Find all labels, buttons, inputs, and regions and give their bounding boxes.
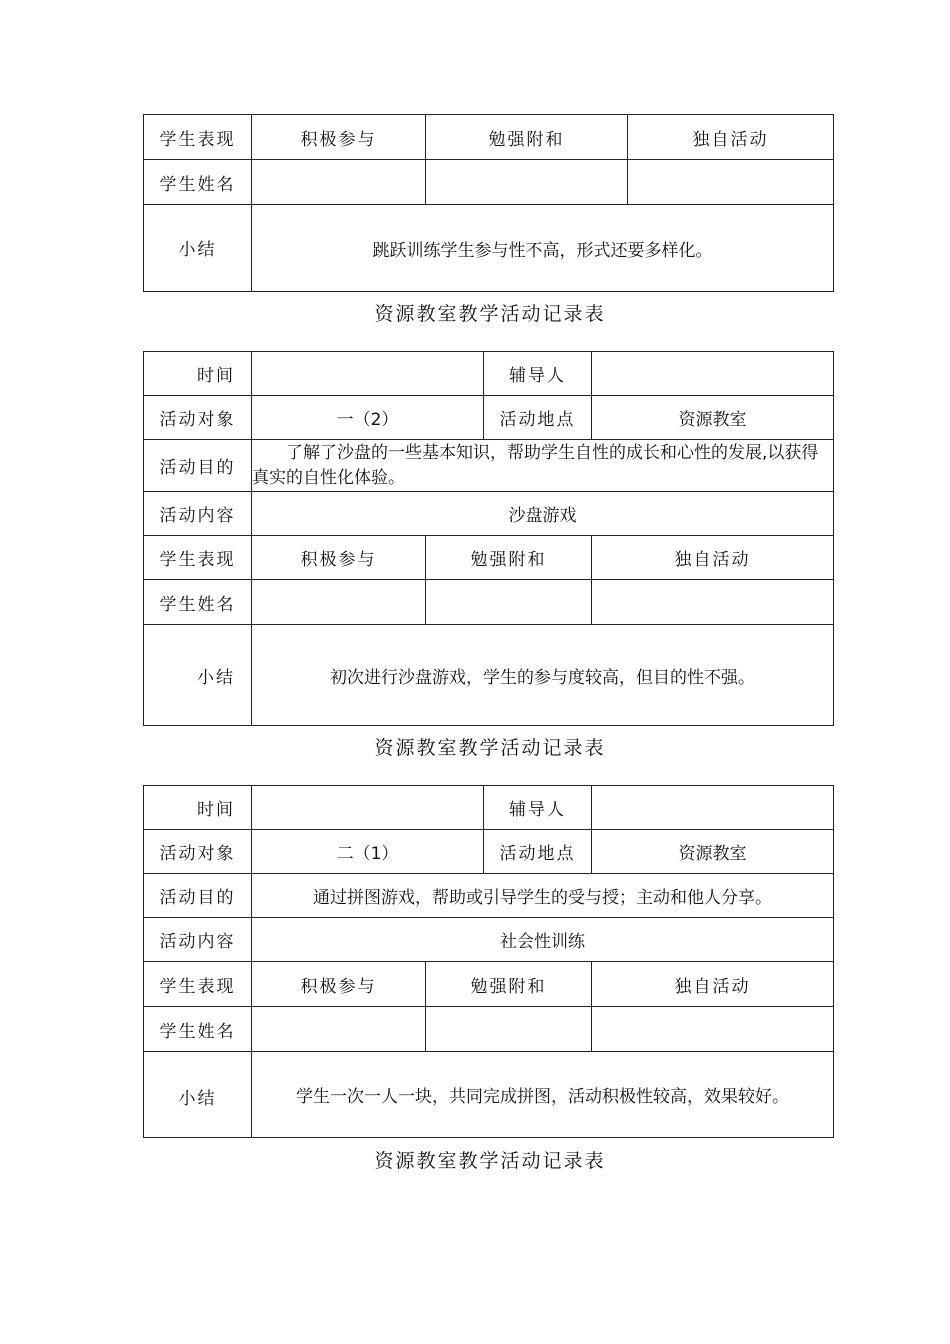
tutor-label: 辅导人 <box>484 352 592 396</box>
content-value: 社会性训练 <box>252 918 834 962</box>
target-label: 活动对象 <box>144 830 252 874</box>
names-label: 学生姓名 <box>144 160 252 205</box>
names-active-cell[interactable] <box>252 160 426 205</box>
perf-label: 学生表现 <box>144 962 252 1007</box>
summary-label: 小结 <box>144 205 252 292</box>
perf-option-alone: 独自活动 <box>628 115 834 160</box>
location-label: 活动地点 <box>484 396 592 440</box>
summary-text: 初次进行沙盘游戏，学生的参与度较高，但目的性不强。 <box>252 625 834 726</box>
perf-option-alone: 独自活动 <box>592 536 834 580</box>
summary-label: 小结 <box>144 625 252 726</box>
location-label: 活动地点 <box>484 830 592 874</box>
perf-label: 学生表现 <box>144 115 252 160</box>
names-alone-cell[interactable] <box>592 1007 834 1052</box>
summary-label: 小结 <box>144 1052 252 1138</box>
perf-option-reluctant: 勉强附和 <box>426 962 592 1007</box>
target-value: 一（2） <box>252 396 484 440</box>
location-value: 资源教室 <box>592 396 834 440</box>
perf-option-active: 积极参与 <box>252 962 426 1007</box>
time-value[interactable] <box>252 786 484 830</box>
content-value: 沙盘游戏 <box>252 492 834 536</box>
record-table-3 <box>143 785 834 1138</box>
tutor-value[interactable] <box>592 786 834 830</box>
purpose-label: 活动目的 <box>144 874 252 918</box>
perf-option-active: 积极参与 <box>252 115 426 160</box>
perf-option-alone: 独自活动 <box>592 962 834 1007</box>
location-value: 资源教室 <box>592 830 834 874</box>
names-reluctant-cell[interactable] <box>426 1007 592 1052</box>
perf-option-reluctant: 勉强附和 <box>426 536 592 580</box>
names-alone-cell[interactable] <box>592 580 834 625</box>
record-table-2 <box>143 351 834 726</box>
perf-label: 学生表现 <box>144 536 252 580</box>
purpose-label: 活动目的 <box>144 440 252 492</box>
names-reluctant-cell[interactable] <box>426 580 592 625</box>
record-table-1 <box>143 114 834 292</box>
time-label: 时间 <box>144 352 252 396</box>
names-reluctant-cell[interactable] <box>426 160 628 205</box>
names-label: 学生姓名 <box>144 580 252 625</box>
purpose-text: 了解了沙盘的一些基本知识，帮助学生自性的成长和心性的发展,以获得真实的自性化体验。 <box>252 440 834 492</box>
time-label: 时间 <box>144 786 252 830</box>
purpose-text: 通过拼图游戏，帮助或引导学生的受与授；主动和他人分享。 <box>252 874 834 918</box>
content-label: 活动内容 <box>144 918 252 962</box>
tutor-value[interactable] <box>592 352 834 396</box>
time-value[interactable] <box>252 352 484 396</box>
content-label: 活动内容 <box>144 492 252 536</box>
form-title: 资源教室教学活动记录表 <box>374 1150 606 1172</box>
perf-option-active: 积极参与 <box>252 536 426 580</box>
names-alone-cell[interactable] <box>628 160 834 205</box>
form-title: 资源教室教学活动记录表 <box>374 303 606 325</box>
target-label: 活动对象 <box>144 396 252 440</box>
perf-option-reluctant: 勉强附和 <box>426 115 628 160</box>
summary-text: 学生一次一人一块，共同完成拼图，活动积极性较高，效果较好。 <box>252 1052 834 1138</box>
target-value: 二（1） <box>252 830 484 874</box>
names-active-cell[interactable] <box>252 580 426 625</box>
names-label: 学生姓名 <box>144 1007 252 1052</box>
form-title: 资源教室教学活动记录表 <box>374 737 606 759</box>
summary-text: 跳跃训练学生参与性不高，形式还要多样化。 <box>252 205 834 292</box>
tutor-label: 辅导人 <box>484 786 592 830</box>
names-active-cell[interactable] <box>252 1007 426 1052</box>
